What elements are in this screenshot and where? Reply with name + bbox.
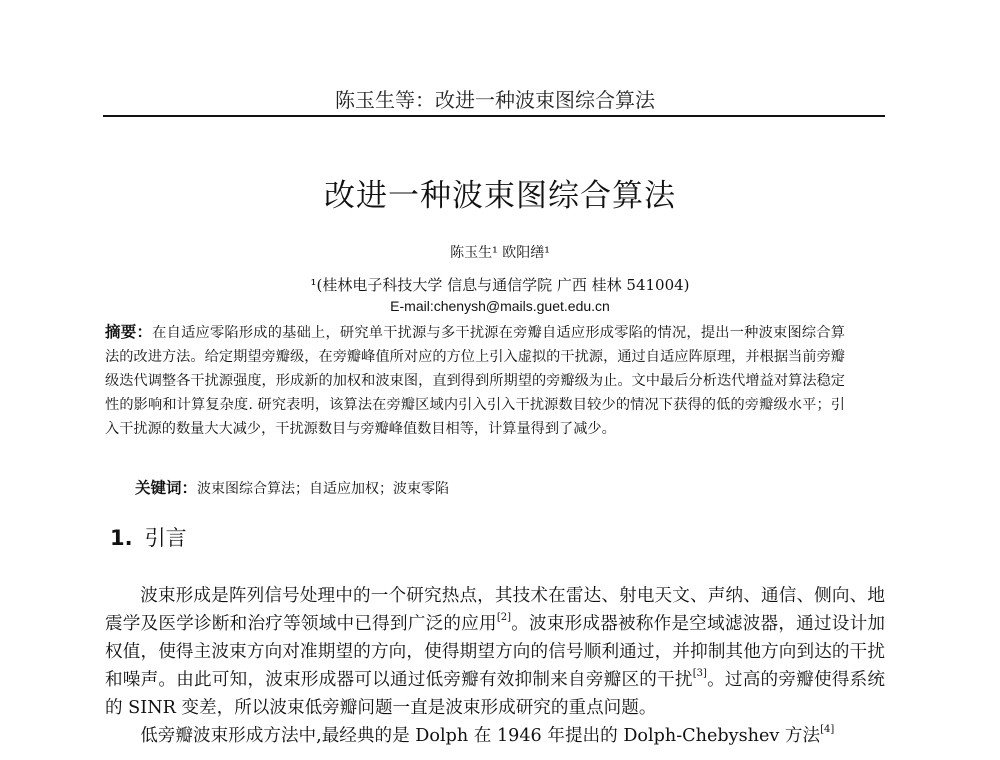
paragraph-1-part-b: 。波束形成器被称作是空域滤波器，通过设计加权值，使得主波束方向对准期望的方向，使得期望方向的信号顺利通过，并抑制其他方向到达的干扰和噪声。由此可知，波束形成器可以通过低旁瓣有效抑制来自旁瓣区的干扰	[105, 614, 885, 690]
abstract-label: 摘要：	[105, 323, 153, 341]
authors: 陈玉生¹ 欧阳缮¹	[450, 245, 550, 261]
keywords	[135, 476, 449, 498]
running-header: 陈玉生等：改进一种波束图综合算法	[335, 88, 655, 112]
paragraph-1-part-a: 波束形成是阵列信号处理中的一个研究热点，其技术在雷达、射电天文、声纳、通信、侧向、地震学及医学诊断和治疗等领域中已得到广泛的应用	[105, 586, 885, 634]
citation-3: [3]	[692, 668, 707, 679]
email: E-mail:chenysh@mails.guet.edu.cn	[390, 298, 610, 314]
paragraph-2-text: 低旁瓣波束形成方法中,最经典的是 Dolph 在 1946 年提出的 Dolph-Chebyshev 方法	[140, 726, 821, 746]
citation-4: [4]	[820, 724, 835, 735]
paragraph-1-part-c: 。过高的旁瓣使得系统的 SINR 变差，所以波束低旁瓣问题一直是波束形成研究的重点问题。	[105, 670, 885, 718]
section-number: 1.	[110, 526, 133, 550]
paragraph-2	[105, 722, 885, 750]
body-text	[105, 582, 885, 750]
section-title: 引言	[144, 526, 187, 550]
abstract-text: 在自适应零陷形成的基础上，研究单干扰源与多干扰源在旁瓣自适应形成零陷的情况，提出一种波束图综合算法的改进方法。给定期望旁瓣级，在旁瓣峰值所对应的方位上引入虚拟的干扰源，通过自适应阵原理，并根据当前旁瓣级迭代调整各干扰源强度，形成新的加权和波束图，直到得到所期望的旁瓣级为止。文中最后分析迭代增益对算法稳定性的影响和计算复杂度. 研究表明，该算法在旁瓣区域内引入引入干扰源数目较少的情况下获得的低的旁瓣级水平；引入干扰源的数量大大减少，干扰源数目与旁瓣峰值数目相等，计算量得到了减少。	[105, 325, 845, 437]
affiliation: ¹(桂林电子科技大学 信息与通信学院 广西 桂林 541004)	[310, 276, 690, 294]
keywords-text: 波束图综合算法；自适应加权；波束零陷	[197, 481, 450, 497]
citation-2: [2]	[496, 612, 511, 623]
paragraph-1	[105, 582, 885, 722]
abstract	[105, 320, 845, 441]
header-rule	[103, 115, 885, 117]
section-heading	[110, 522, 187, 552]
keywords-label: 关键词：	[135, 479, 198, 497]
paper-title: 改进一种波束图综合算法	[324, 178, 676, 214]
